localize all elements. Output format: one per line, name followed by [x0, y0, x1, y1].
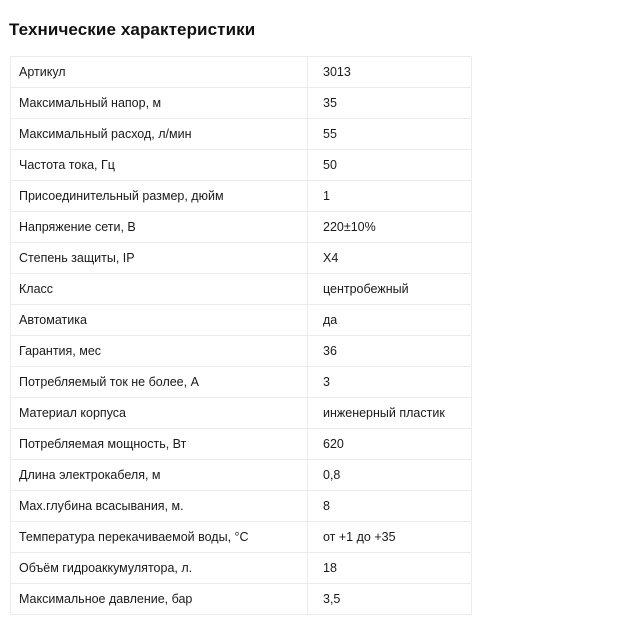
spec-row	[11, 274, 472, 305]
spec-value: X4	[308, 243, 472, 274]
spec-value: 8	[308, 491, 472, 522]
spec-label: Гарантия, мес	[11, 336, 308, 367]
spec-value: да	[308, 305, 472, 336]
spec-label: Максимальное давление, бар	[11, 584, 308, 615]
spec-value: 3013	[308, 57, 472, 88]
spec-value: центробежный	[308, 274, 472, 305]
spec-value: 35	[308, 88, 472, 119]
spec-row	[11, 553, 472, 584]
spec-label: Температура перекачиваемой воды, °С	[11, 522, 308, 553]
spec-row	[11, 367, 472, 398]
spec-value: 50	[308, 150, 472, 181]
spec-row	[11, 398, 472, 429]
spec-label: Максимальный напор, м	[11, 88, 308, 119]
spec-value: 55	[308, 119, 472, 150]
spec-row	[11, 119, 472, 150]
spec-row	[11, 429, 472, 460]
spec-row	[11, 243, 472, 274]
specs-table	[10, 56, 472, 615]
spec-value: 620	[308, 429, 472, 460]
spec-row	[11, 212, 472, 243]
spec-label: Максимальный расход, л/мин	[11, 119, 308, 150]
spec-label: Объём гидроаккумулятора, л.	[11, 553, 308, 584]
spec-label: Артикул	[11, 57, 308, 88]
spec-row	[11, 584, 472, 615]
spec-label: Потребляемый ток не более, А	[11, 367, 308, 398]
spec-row	[11, 88, 472, 119]
spec-value: 3,5	[308, 584, 472, 615]
spec-label: Потребляемая мощность, Вт	[11, 429, 308, 460]
spec-value: 0,8	[308, 460, 472, 491]
section-title: Технические характеристики	[9, 20, 256, 39]
spec-label: Частота тока, Гц	[11, 150, 308, 181]
specs-table-body	[11, 57, 472, 615]
spec-row	[11, 336, 472, 367]
spec-value: 220±10%	[308, 212, 472, 243]
spec-value: 1	[308, 181, 472, 212]
spec-label: Автоматика	[11, 305, 308, 336]
spec-row	[11, 150, 472, 181]
spec-value: 18	[308, 553, 472, 584]
spec-value: от +1 до +35	[308, 522, 472, 553]
spec-row	[11, 181, 472, 212]
spec-label: Напряжение сети, В	[11, 212, 308, 243]
spec-row	[11, 57, 472, 88]
spec-label: Материал корпуса	[11, 398, 308, 429]
spec-row	[11, 491, 472, 522]
spec-row	[11, 522, 472, 553]
spec-label: Присоединительный размер, дюйм	[11, 181, 308, 212]
spec-value: инженерный пластик	[308, 398, 472, 429]
spec-row	[11, 460, 472, 491]
spec-label: Класс	[11, 274, 308, 305]
spec-label: Длина электрокабеля, м	[11, 460, 308, 491]
spec-label: Max.глубина всасывания, м.	[11, 491, 308, 522]
spec-value: 36	[308, 336, 472, 367]
spec-value: 3	[308, 367, 472, 398]
spec-row	[11, 305, 472, 336]
spec-label: Степень защиты, IP	[11, 243, 308, 274]
